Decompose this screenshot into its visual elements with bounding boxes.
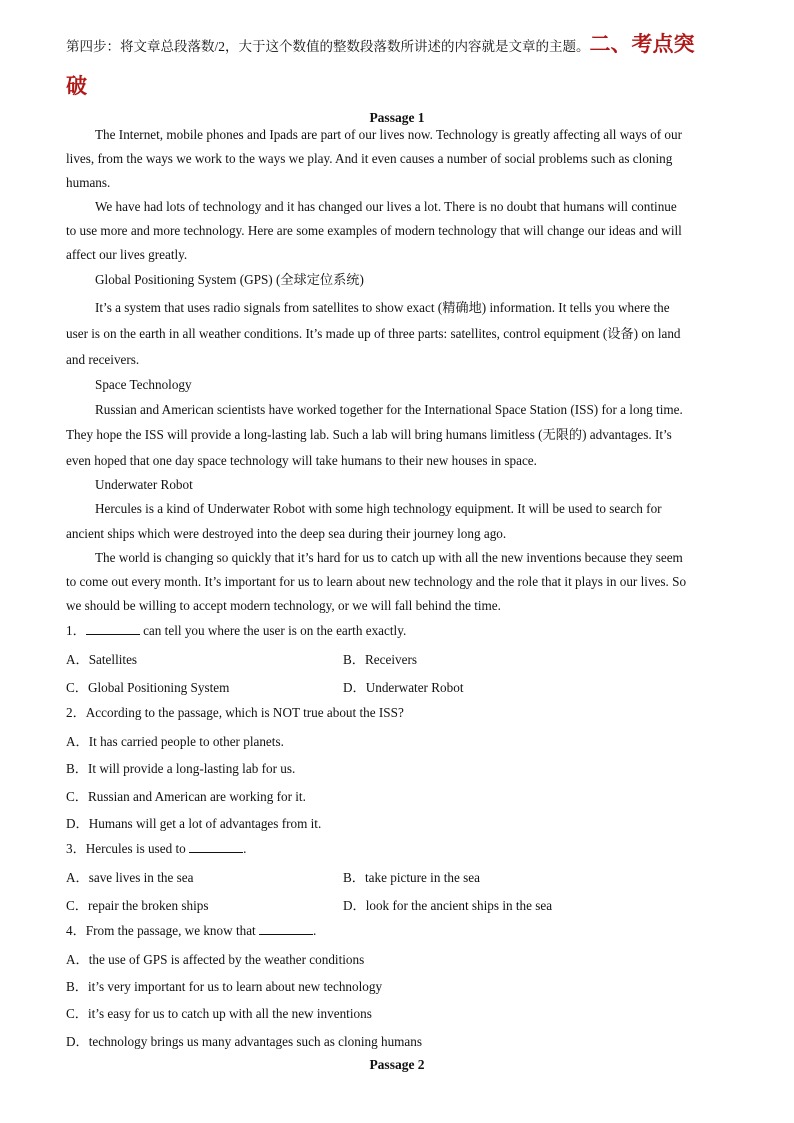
paragraph-line: The Internet, mobile phones and Ipads are part of our lives now. Technology is greatly affecting all ways of our	[95, 127, 682, 142]
question-2-stem: 2．According to the passage, which is NOT true about the ISS?	[66, 705, 404, 720]
paragraph-line: Russian and American scientists have worked together for the International Space Station (ISS) for a long time.	[95, 402, 683, 417]
paragraph-line: lives, from the ways we work to the ways we play. And it even causes a number of social problems such as cloning	[66, 151, 673, 166]
answer-blank	[189, 840, 243, 853]
question-text: 3．Hercules is used to	[66, 841, 186, 856]
passage-2-title: Passage 2	[369, 1057, 425, 1072]
question-text: 4．From the passage, we know that	[66, 923, 256, 938]
paragraph-line: user is on the earth in all weather conditions. It’s made up of three parts: satellites, control equipment (设备) on land	[66, 326, 681, 341]
question-3-stem	[66, 840, 246, 858]
paragraph-line: to use more and more technology. Here are some examples of modern technology that will change our ideas and will	[66, 223, 682, 238]
option-a: A．save lives in the sea	[66, 870, 194, 885]
paragraph-line: They hope the ISS will provide a long-lasting lab. Such a lab will bring humans limitless (无限的) advantages. It’s	[66, 427, 672, 442]
option-d: D．look for the ancient ships in the sea	[343, 898, 553, 913]
gps-heading: Global Positioning System (GPS) (全球定位系统)	[95, 272, 364, 287]
section-heading-continued: 破	[66, 74, 87, 98]
step-text: 第四步：将文章总段落数/2，大于这个数值的整数段落数所讲述的内容就是文章的主题。	[66, 39, 590, 54]
option-c: C．it’s easy for us to catch up with all the new inventions	[66, 1006, 372, 1021]
option-c: C．Russian and American are working for it.	[66, 789, 306, 804]
question-punct: .	[243, 841, 247, 856]
option-b: B．It will provide a long-lasting lab for us.	[66, 761, 296, 776]
option-a: A．the use of GPS is affected by the weather conditions	[66, 952, 365, 967]
question-text: can tell you where the user is on the earth exactly.	[143, 623, 407, 638]
option-c: C．Global Positioning System	[66, 680, 230, 695]
option-d: D．Humans will get a lot of advantages from it.	[66, 816, 322, 831]
paragraph-line: we should be willing to accept modern technology, or we will fall behind the time.	[66, 598, 501, 613]
paragraph-line: to come out every month. It’s important for us to learn about new technology and the role that it plays in our lives. So	[66, 574, 687, 589]
paragraph-line: and receivers.	[66, 352, 140, 367]
paragraph-line: Hercules is a kind of Underwater Robot with some high technology equipment. It will be used to search for	[95, 501, 662, 516]
paragraph-line: The world is changing so quickly that it’s hard for us to catch up with all the new inventions because they seem	[95, 550, 683, 565]
option-c: C．repair the broken ships	[66, 898, 209, 913]
robot-heading: Underwater Robot	[95, 477, 193, 492]
question-4-stem	[66, 922, 316, 940]
question-1-stem	[66, 622, 406, 640]
option-d: D．technology brings us many advantages such as cloning humans	[66, 1034, 422, 1049]
answer-blank	[259, 922, 313, 935]
space-heading: Space Technology	[95, 377, 192, 392]
step-instruction	[66, 33, 730, 58]
paragraph-line: We have had lots of technology and it has changed our lives a lot. There is no doubt that humans will continue	[95, 199, 677, 214]
passage-1-title: Passage 1	[369, 110, 425, 125]
paragraph-line: It’s a system that uses radio signals from satellites to show exact (精确地) information. It tells you where the	[95, 300, 670, 315]
paragraph-line: affect our lives greatly.	[66, 247, 188, 262]
option-b: B．it’s very important for us to learn about new technology	[66, 979, 383, 994]
question-number: 1．	[66, 623, 86, 638]
paragraph-line: ancient ships which were destroyed into the deep sea during their journey long ago.	[66, 526, 507, 541]
option-a: A．Satellites	[66, 652, 138, 667]
section-heading: 二、考点突	[589, 32, 695, 56]
option-b: B．take picture in the sea	[343, 870, 480, 885]
paragraph-line: humans.	[66, 175, 111, 190]
option-b: B．Receivers	[343, 652, 417, 667]
answer-blank	[86, 622, 140, 635]
option-d: D．Underwater Robot	[343, 680, 464, 695]
option-a: A．It has carried people to other planets.	[66, 734, 284, 749]
paragraph-line: even hoped that one day space technology will take humans to their new houses in space.	[66, 453, 537, 468]
question-punct: .	[313, 923, 317, 938]
